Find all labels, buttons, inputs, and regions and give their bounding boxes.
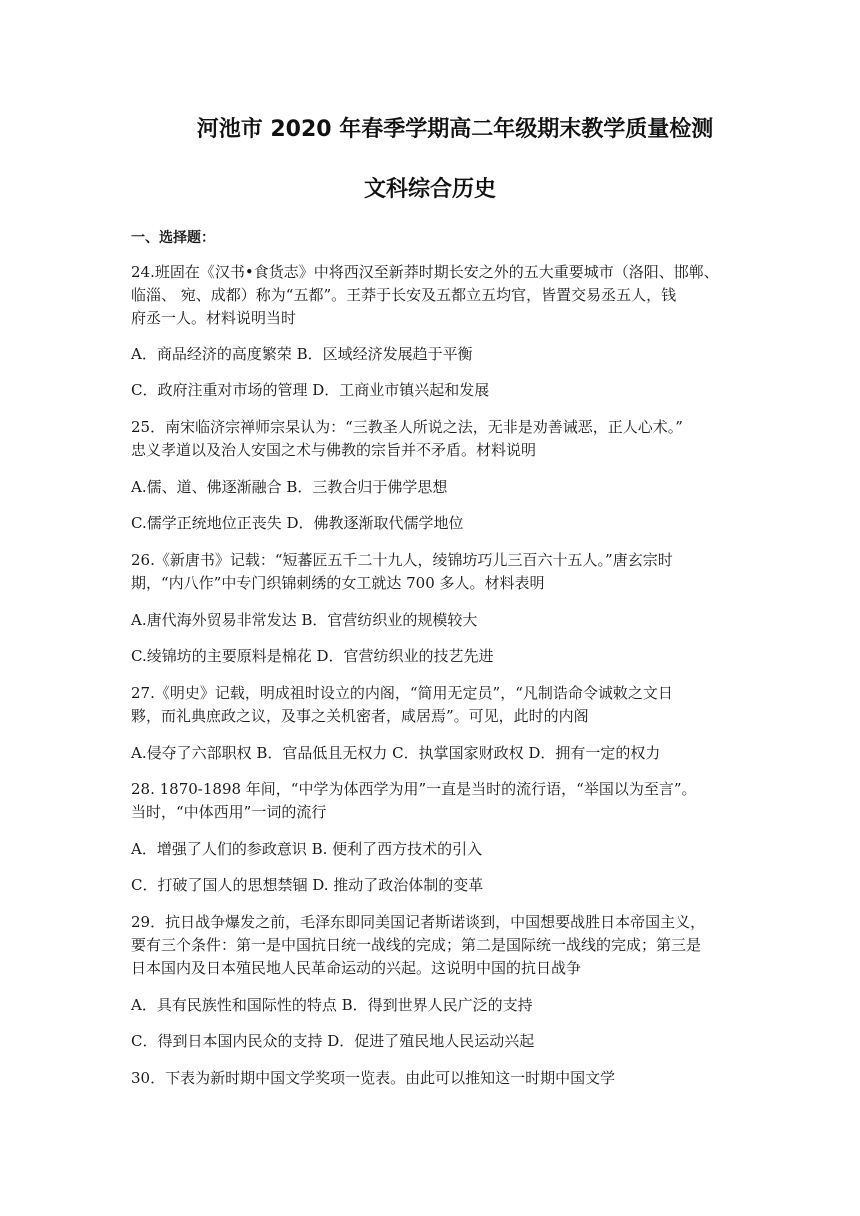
q24-options-ab: A．商品经济的高度繁荣 B．区域经济发展趋于平衡	[131, 345, 473, 363]
q30-line-1: 30．下表为新时期中国文学奖项一览表。由此可以推知这一时期中国文学	[131, 1069, 616, 1087]
q24-line-3: 府丞一人。材料说明当时	[131, 309, 297, 327]
q28-options-cd: C．打破了国人的思想禁锢 D. 推动了政治体制的变革	[131, 876, 484, 894]
q29-line-2: 要有三个条件：第一是中国抗日统一战线的完成；第二是国际统一战线的完成；第三是	[131, 936, 702, 954]
q27-line-2: 夥，而礼典庶政之议，及事之关机密者，咸居焉”。可见，此时的内阁	[131, 707, 589, 725]
q26-options-cd: C.绫锦坊的主要原料是棉花 D．官营纺织业的技艺先进	[131, 647, 494, 665]
q25-options-ab: A.儒、道、佛逐渐融合 B．三教合归于佛学思想	[131, 478, 448, 496]
q28-line-2: 当时，“中体西用”一词的流行	[131, 803, 327, 821]
q26-line-1: 26.《新唐书》记载：“短蕃匠五千二十九人，绫锦坊巧儿三百六十五人。”唐玄宗时	[131, 551, 673, 569]
q24-line-2: 临淄、 宛、成都）称为“五都”。王莽于长安及五都立五均官，皆置交易丞五人，钱	[131, 286, 677, 304]
q25-options-cd: C.儒学正统地位正丧失 D．佛教逐渐取代儒学地位	[131, 514, 464, 532]
q29-options-cd: C．得到日本国内民众的支持 D．促进了殖民地人民运动兴起	[131, 1032, 535, 1050]
q24-options-cd: C．政府注重对市场的管理 D．工商业市镇兴起和发展	[131, 381, 490, 399]
q25-line-1: 25．南宋临济宗禅师宗杲认为：“三教圣人所说之法，无非是劝善诫恶，正人心术。”	[131, 418, 683, 436]
q29-line-3: 日本国内及日本殖民地人民革命运动的兴起。这说明中国的抗日战争	[131, 959, 582, 977]
q28-line-1: 28. 1870-1898 年间，“中学为体西学为用”一直是当时的流行语，“举国以为至言”。	[131, 780, 697, 798]
document-subtitle: 文科综合历史	[363, 177, 496, 202]
document-title: 河池市 2020 年春季学期高二年级期末教学质量检测	[196, 117, 714, 142]
q27-options: A.侵夺了六部职权 B．官品低且无权力 C．执掌国家财政权 D．拥有一定的权力	[131, 744, 661, 762]
q26-line-2: 期，“内八作”中专门织锦刺绣的女工就达 700 多人。材料表明	[131, 574, 545, 592]
q24-line-1: 24.班固在《汉书•食货志》中将西汉至新莽时期长安之外的五大重要城市（洛阳、邯郸、	[131, 263, 719, 281]
q29-line-1: 29．抗日战争爆发之前，毛泽东即同美国记者斯诺谈到，中国想要战胜日本帝国主义，	[131, 913, 706, 931]
q26-options-ab: A.唐代海外贸易非常发达 B．官营纺织业的规模较大	[131, 611, 478, 629]
q25-line-2: 忠义孝道以及治人安国之术与佛教的宗旨并不矛盾。材料说明	[131, 441, 537, 459]
section-heading: 一、选择题：	[131, 230, 215, 246]
q28-options-ab: A．增强了人们的参政意识 B. 便利了西方技术的引入	[131, 840, 483, 858]
q27-line-1: 27.《明史》记载，明成祖时设立的内阁，“简用无定员”，“凡制诰命令诚敕之文日	[131, 684, 673, 702]
q29-options-ab: A．具有民族性和国际性的特点 B．得到世界人民广泛的支持	[131, 996, 533, 1014]
